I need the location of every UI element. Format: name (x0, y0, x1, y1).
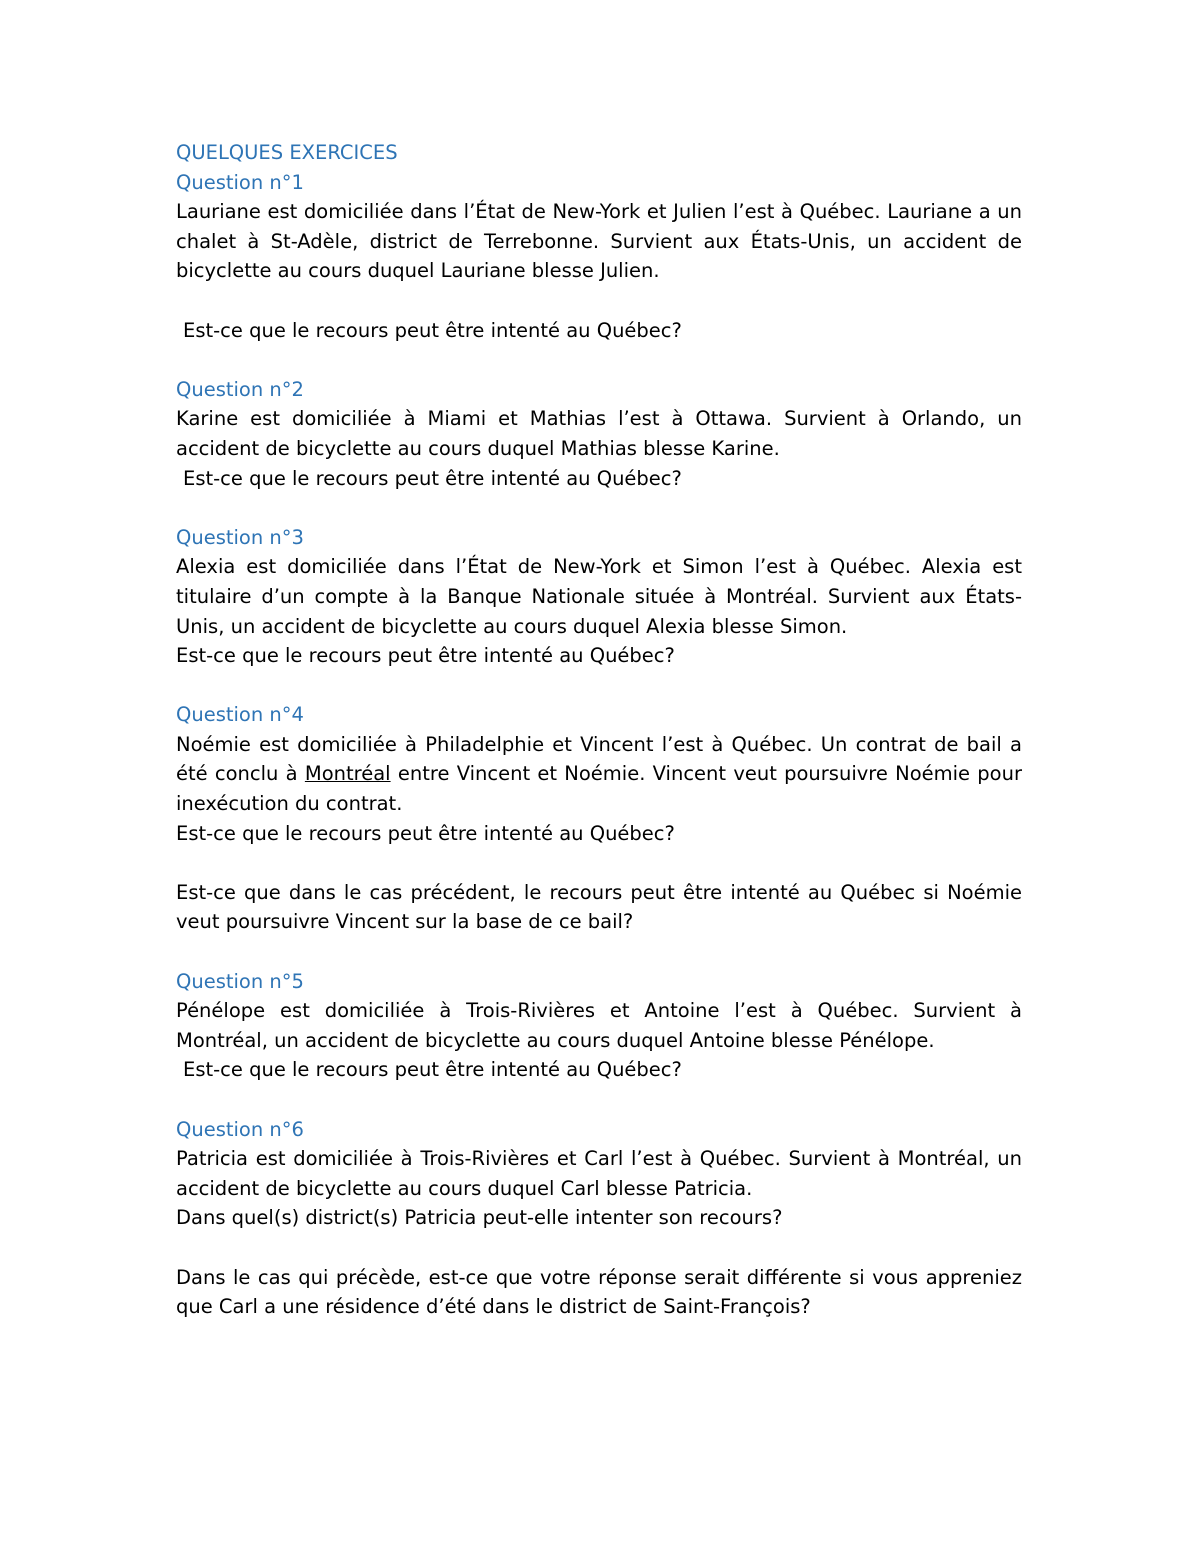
question-4-body-part-a: Noémie est domiciliée à Philadelphie et Vincent l’est à Québec. Un contrat de bail a été conclu à (176, 732, 1022, 786)
spacer (176, 937, 1022, 967)
question-4-ask: Est-ce que le recours peut être intenté au Québec? (176, 821, 675, 845)
question-2-title: Question n°2 (176, 377, 304, 401)
question-4-body-part-b: entre Vincent et Noémie. Vincent veut poursuivre Noémie pour inexécution du contrat. (176, 762, 1022, 816)
document-page (176, 138, 1022, 1322)
document-title: QUELQUES EXERCICES (176, 141, 398, 164)
question-1-title: Question n°1 (176, 170, 304, 194)
question-4-body-underlined: Montréal (304, 762, 391, 786)
question-1-body: Lauriane est domiciliée dans l’État de New-York et Julien l’est à Québec. Lauriane a un chalet à St-Adèle, district de Terrebonne. Survient aux États-Unis, un accident de bicyclette au cours duquel Lauriane blesse Julien. (176, 200, 1022, 283)
spacer (176, 1085, 1022, 1115)
question-6-ask: Dans quel(s) district(s) Patricia peut-elle intenter son recours? (176, 1206, 783, 1230)
question-5-ask: Est-ce que le recours peut être intenté au Québec? (183, 1058, 682, 1082)
spacer (176, 345, 1022, 375)
spacer (176, 286, 1022, 316)
question-6-title: Question n°6 (176, 1117, 304, 1141)
question-5-body: Pénélope est domiciliée à Trois-Rivières et Antoine l’est à Québec. Survient à Montréal, un accident de bicyclette au cours duquel Antoine blesse Pénélope. (176, 999, 1022, 1052)
spacer (176, 1233, 1022, 1263)
question-6-body: Patricia est domiciliée à Trois-Rivières et Carl l’est à Québec. Survient à Montréal, un accident de bicyclette au cours duquel Carl blesse Patricia. (176, 1147, 1022, 1200)
spacer (176, 848, 1022, 878)
question-2-body: Karine est domiciliée à Miami et Mathias l’est à Ottawa. Survient à Orlando, un accident de bicyclette au cours duquel Mathias blesse Karine. (176, 407, 1022, 460)
question-5-title: Question n°5 (176, 969, 304, 993)
question-1-ask: Est-ce que le recours peut être intenté au Québec? (183, 318, 682, 342)
question-2-ask: Est-ce que le recours peut être intenté au Québec? (183, 466, 682, 490)
question-6-ask-2: Dans le cas qui précède, est-ce que votre réponse serait différente si vous appreniez que Carl a une résidence d’été dans le district de Saint-François? (176, 1265, 1022, 1319)
question-3-title: Question n°3 (176, 525, 304, 549)
question-3-body: Alexia est domiciliée dans l’État de New-York et Simon l’est à Québec. Alexia est titulaire d’un compte à la Banque Nationale située à Montréal. Survient aux États-Unis, un accident de bicyclette au cours duquel Alexia blesse Simon. (176, 555, 1022, 638)
question-4-title: Question n°4 (176, 703, 304, 727)
spacer (176, 671, 1022, 701)
spacer (176, 493, 1022, 523)
question-3-ask: Est-ce que le recours peut être intenté au Québec? (176, 644, 675, 668)
question-4-body (176, 730, 1022, 819)
question-4-ask-2: Est-ce que dans le cas précédent, le recours peut être intenté au Québec si Noémie veut poursuivre Vincent sur la base de ce bail? (176, 880, 1022, 934)
